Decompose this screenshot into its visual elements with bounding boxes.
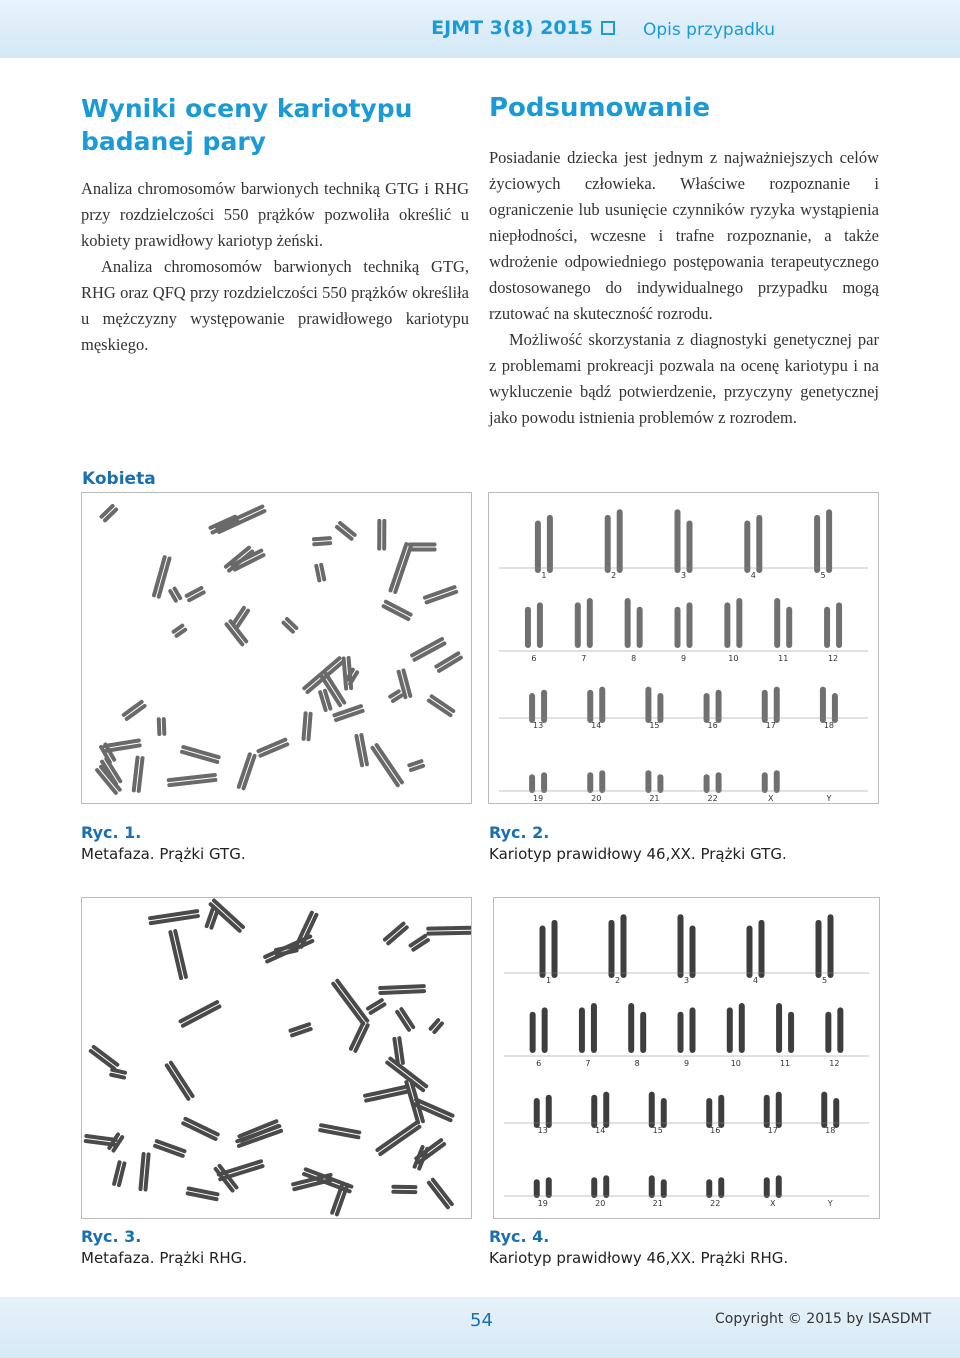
chromosome <box>109 1067 128 1079</box>
results-paragraph-2: Analiza chromosomów barwionych techniką GTG, RHG oraz QFQ przy rozdzielczości 550 prążków określiła u mężczyzny występowanie prawidłowego kariotypu męskiego. <box>81 257 469 354</box>
chromatid <box>377 519 381 551</box>
karyotype-chromosome <box>603 1175 609 1198</box>
chromosome <box>330 978 370 1027</box>
karyotype-chromosome <box>825 1012 831 1053</box>
metaphase-gtg-image <box>82 493 471 803</box>
chromosome <box>180 745 222 765</box>
chromatid <box>391 1190 417 1194</box>
karyotype-label: 16 <box>710 1126 721 1135</box>
karyotype-chromosome <box>776 1092 782 1128</box>
karyotype-chromosome <box>628 1003 634 1053</box>
chromosome <box>148 909 200 926</box>
karyotype-label: 19 <box>537 1199 548 1208</box>
figure-metaphase-gtg <box>81 492 472 804</box>
karyotype-label: 12 <box>829 1059 840 1068</box>
karyotype-chromosome <box>542 1007 548 1053</box>
figure-metaphase-rhg <box>81 897 472 1219</box>
karyotype-chromosome <box>820 687 826 723</box>
chromosome <box>236 752 257 791</box>
chromatid <box>370 745 401 788</box>
karyotype-chromosome <box>617 509 623 573</box>
karyotype-chromosome <box>649 1175 655 1198</box>
chromosome <box>167 773 218 788</box>
chromatid <box>391 1185 417 1189</box>
chromosome <box>112 1160 127 1188</box>
karyotype-label: 11 <box>778 654 789 663</box>
chromosome <box>181 1116 221 1142</box>
karyotype-chromosome <box>816 920 822 978</box>
karyotype-chromosome <box>546 1177 552 1198</box>
karyotype-label: 10 <box>728 654 739 663</box>
karyotype-label: 10 <box>730 1059 741 1068</box>
karyotype-chromosome <box>529 774 535 793</box>
chromosome <box>394 1006 415 1032</box>
karyotype-chromosome <box>645 770 651 793</box>
figure-2-number: Ryc. 2. <box>489 823 550 842</box>
chromosome <box>318 1123 362 1140</box>
karyotype-label: 21 <box>652 1199 663 1208</box>
karyotype-chromosome <box>678 914 684 978</box>
chromosome <box>83 1134 117 1147</box>
chromatid <box>265 938 315 964</box>
chromatid <box>164 1063 191 1102</box>
karyotype-chromosome <box>774 770 780 793</box>
copyright: Copyright © 2015 by ISASDMT <box>715 1311 932 1327</box>
chromatid <box>382 519 386 551</box>
chromosome <box>370 742 405 788</box>
karyotype-label: 2 <box>614 976 621 985</box>
karyotype-chromosome <box>605 515 611 573</box>
karyotype-label: 7 <box>585 1059 591 1068</box>
figure-3-number: Ryc. 3. <box>81 1227 142 1246</box>
chromosome <box>426 694 456 718</box>
section-header: Opis przypadku <box>643 20 776 40</box>
karyotype-label: X <box>768 794 774 803</box>
chromosome <box>184 585 206 603</box>
chromosome <box>332 704 365 723</box>
karyotype-chromosome <box>661 1179 667 1198</box>
karyotype-chromosome <box>661 1098 667 1128</box>
metaphase-rhg-image <box>82 898 471 1218</box>
figure-3-caption <box>81 1226 247 1268</box>
karyotype-label: 15 <box>649 721 660 730</box>
karyotype-rhg-image <box>494 898 879 1218</box>
karyotype-gtg-image <box>489 493 878 803</box>
chromosome <box>88 1044 120 1071</box>
figure-4-number: Ryc. 4. <box>489 1227 550 1246</box>
chromosome <box>231 605 251 629</box>
chromosome <box>288 1022 313 1038</box>
summary-paragraph-2: Możliwość skorzystania z diagnostyki genetycznej par z problemami prokreacji pozwala na ocenę kariotypu i na wykluczenie bądź potwierdzenie, przyczyny genetycznej jako powodu istnienia problemów z rozrodem. <box>489 330 879 427</box>
figure-1-caption <box>81 822 246 864</box>
chromosome <box>185 1186 220 1201</box>
chromosome <box>378 984 426 995</box>
karyotype-chromosome <box>764 1177 770 1198</box>
karyotype-chromosome <box>774 598 780 648</box>
chromosome <box>99 503 119 523</box>
karyotype-chromosome <box>649 1092 655 1128</box>
karyotype-label: 8 <box>634 1059 640 1068</box>
karyotype-label: 14 <box>595 1126 606 1135</box>
karyotype-label: X <box>770 1199 776 1208</box>
karyotype-chromosome <box>657 774 663 793</box>
chromosome <box>334 520 357 541</box>
karyotype-chromosome <box>718 1177 724 1198</box>
chromosome <box>354 733 369 768</box>
figure-2-text: Kariotyp prawidłowy 46,XX. Prążki GTG. <box>489 845 787 863</box>
chromatid <box>375 1120 420 1153</box>
karyotype-chromosome <box>535 521 541 574</box>
karyotype-chromosome <box>727 1007 733 1053</box>
karyotype-chromosome <box>762 772 768 793</box>
karyotype-chromosome <box>776 1003 782 1053</box>
karyotype-chromosome <box>832 693 838 723</box>
karyotype-chromosome <box>814 515 820 573</box>
karyotype-chromosome <box>687 602 693 648</box>
summary-text <box>489 145 879 431</box>
summary-heading: Podsumowanie <box>489 93 711 123</box>
chromatid <box>334 978 370 1024</box>
chromosome <box>132 755 145 793</box>
chromosome <box>103 738 142 753</box>
karyotype-chromosome <box>704 774 710 793</box>
section-label-kobieta: Kobieta <box>82 469 156 489</box>
figure-4-text: Kariotyp prawidłowy 46,XX. Prążki RHG. <box>489 1249 789 1267</box>
chromosome <box>138 1152 150 1192</box>
karyotype-chromosome <box>774 687 780 723</box>
karyotype-label: 3 <box>680 571 687 580</box>
karyotype-chromosome <box>724 602 730 648</box>
karyotype-chromosome <box>591 1003 597 1053</box>
figure-karyotype-gtg <box>488 492 879 804</box>
karyotype-label: 1 <box>545 976 552 985</box>
chromosome <box>365 997 387 1015</box>
chromosome <box>391 1185 417 1194</box>
karyotype-chromosome <box>704 693 710 723</box>
karyotype-label: 2 <box>611 571 617 580</box>
karyotype-chromosome <box>747 926 753 979</box>
karyotype-chromosome <box>587 772 593 793</box>
figure-karyotype-rhg <box>493 897 880 1219</box>
page-number: 54 <box>470 1310 493 1331</box>
summary-paragraph-1: Posiadanie dziecka jest jednym z najważniejszych celów życiowych człowieka. Właściwe rozpoznanie i ograniczenie lub usunięcie czynników ryzyka wystąpienia niepłodności, wczesne i trafne rozpoznanie, a także wdrożenie odpowiedniego postępowania terapeutycznego dostosowanego do indywidualnego przypadku mogą rzutować na skuteczność rozrodu. <box>489 148 879 323</box>
chromatid <box>330 981 366 1027</box>
chromosome <box>157 717 167 736</box>
karyotype-chromosome <box>657 693 663 723</box>
chromatid <box>378 1124 423 1157</box>
chromatid <box>378 984 426 990</box>
karyotype-label: 9 <box>680 654 687 663</box>
karyotype-label: 4 <box>750 571 756 580</box>
journal-header: EJMT 3(8) 2015 <box>431 17 623 39</box>
karyotype-chromosome <box>706 1098 712 1128</box>
karyotype-label: 5 <box>820 571 826 580</box>
karyotype-chromosome <box>687 521 693 574</box>
chromosome <box>375 1120 422 1157</box>
chromosome <box>388 542 414 595</box>
figure-1-number: Ryc. 1. <box>81 823 142 842</box>
figure-4-caption <box>489 1226 788 1268</box>
karyotype-chromosome <box>678 1012 684 1053</box>
karyotype-chromosome <box>621 914 627 978</box>
karyotype-label: 12 <box>827 654 839 663</box>
karyotype-label: 11 <box>779 1059 791 1068</box>
chromosome <box>178 999 222 1028</box>
chromosome <box>396 668 413 700</box>
chromatid <box>168 1060 195 1099</box>
chromosome <box>407 759 426 773</box>
karyotype-chromosome <box>540 926 546 979</box>
karyotype-chromosome <box>736 598 742 648</box>
karyotype-chromosome <box>744 521 750 574</box>
chromosome <box>301 655 345 694</box>
karyotype-label: 9 <box>683 1059 690 1068</box>
karyotype-label: 21 <box>649 794 660 803</box>
chromosome <box>426 1177 455 1210</box>
karyotype-label: 19 <box>532 794 544 803</box>
karyotype-label: 22 <box>707 794 718 803</box>
karyotype-label: 6 <box>531 654 537 663</box>
chromosome <box>171 623 188 639</box>
chromatid <box>162 717 167 736</box>
karyotype-chromosome <box>690 926 696 979</box>
karyotype-chromosome <box>645 687 651 723</box>
karyotype-chromosome <box>537 602 543 648</box>
chromosome <box>152 1139 187 1159</box>
chromosome <box>409 636 447 662</box>
karyotype-chromosome <box>786 607 792 648</box>
karyotype-chromosome <box>716 772 722 793</box>
karyotype-chromosome <box>587 598 593 648</box>
karyotype-label: 6 <box>536 1059 542 1068</box>
karyotype-label: Y <box>827 1199 833 1208</box>
chromatid <box>426 931 471 936</box>
chromosome <box>256 737 290 758</box>
karyotype-label: 4 <box>752 976 759 985</box>
results-paragraph-1: Analiza chromosomów barwionych techniką GTG i RHG przy rozdzielczości 550 prążków pozwoliła określić u kobiety prawidłowy kariotyp żeński. <box>81 179 469 250</box>
chromosome <box>382 921 409 946</box>
karyotype-chromosome <box>821 1092 827 1128</box>
chromosome <box>428 1017 445 1035</box>
karyotype-label: 3 <box>683 976 690 985</box>
chromatid <box>301 655 342 691</box>
karyotype-label: 20 <box>591 794 602 803</box>
karyotype-chromosome <box>534 1179 540 1198</box>
separator-square-icon <box>601 21 615 35</box>
karyotype-chromosome <box>541 772 547 793</box>
karyotype-chromosome <box>826 509 832 573</box>
karyotype-label: 5 <box>821 976 828 985</box>
karyotype-chromosome <box>759 920 765 978</box>
chromosome <box>301 711 312 741</box>
karyotype-chromosome <box>836 602 842 648</box>
chromatid <box>157 717 162 736</box>
karyotype-chromosome <box>739 1003 745 1053</box>
chromatid <box>312 541 332 546</box>
karyotype-chromosome <box>640 1012 646 1053</box>
karyotype-chromosome <box>599 687 605 723</box>
karyotype-label: 7 <box>581 654 587 663</box>
karyotype-label: Y <box>826 794 832 803</box>
figure-1-text: Metafaza. Prążki GTG. <box>81 845 246 863</box>
karyotype-chromosome <box>530 1012 536 1053</box>
chromosome <box>341 656 353 691</box>
results-text <box>81 176 469 358</box>
chromatid <box>378 989 426 995</box>
karyotype-label: 22 <box>710 1199 721 1208</box>
karyotype-chromosome <box>675 509 681 573</box>
karyotype-label: 18 <box>825 1126 836 1135</box>
karyotype-chromosome <box>706 1179 712 1198</box>
figure-3-text: Metafaza. Prążki RHG. <box>81 1249 248 1267</box>
karyotype-label: 13 <box>532 721 544 730</box>
chromosome <box>121 699 147 722</box>
chromosome <box>168 929 188 981</box>
karyotype-chromosome <box>637 607 643 648</box>
chromosome <box>426 926 471 936</box>
karyotype-label: 15 <box>652 1126 663 1135</box>
karyotype-chromosome <box>547 515 553 573</box>
karyotype-chromosome <box>591 1177 597 1198</box>
karyotype-chromosome <box>625 598 631 648</box>
karyotype-label: 18 <box>823 721 835 730</box>
karyotype-chromosome <box>828 914 834 978</box>
karyotype-chromosome <box>675 607 681 648</box>
chromosome <box>363 1084 409 1102</box>
chromosome <box>377 519 386 551</box>
chromosome <box>314 563 327 583</box>
karyotype-chromosome <box>690 1007 696 1053</box>
chromosome <box>168 586 183 604</box>
karyotype-chromosome <box>599 770 605 793</box>
karyotype-label: 20 <box>595 1199 606 1208</box>
karyotype-chromosome <box>575 602 581 648</box>
karyotype-label: 16 <box>707 721 718 730</box>
karyotype-chromosome <box>788 1012 794 1053</box>
karyotype-label: 1 <box>541 571 547 580</box>
chromosome <box>348 1020 370 1053</box>
karyotype-label: 13 <box>537 1126 548 1135</box>
chromosome <box>381 599 413 622</box>
chromosome <box>281 616 300 634</box>
chromatid <box>262 934 312 960</box>
karyotype-chromosome <box>756 515 762 573</box>
figure-2-caption <box>489 822 787 864</box>
chromosome <box>312 536 333 546</box>
karyotype-label: 14 <box>591 721 602 730</box>
results-heading: Wyniki oceny kariotypu badanej pary <box>81 94 413 156</box>
karyotype-chromosome <box>579 1007 585 1053</box>
karyotype-chromosome <box>609 920 615 978</box>
karyotype-label: 17 <box>767 1126 778 1135</box>
chromatid <box>312 536 332 541</box>
karyotype-chromosome <box>776 1175 782 1198</box>
karyotype-chromosome <box>529 693 535 723</box>
chromosome <box>408 933 431 952</box>
chromosome <box>434 651 464 674</box>
chromatid <box>374 742 405 785</box>
chromatid <box>426 926 471 931</box>
karyotype-chromosome <box>552 920 558 978</box>
karyotype-chromosome <box>534 1098 540 1128</box>
karyotype-label: 8 <box>631 654 637 663</box>
karyotype-chromosome <box>824 607 830 648</box>
karyotype-chromosome <box>525 607 531 648</box>
karyotype-chromosome <box>833 1098 839 1128</box>
karyotype-chromosome <box>603 1092 609 1128</box>
chromosome <box>422 585 458 605</box>
karyotype-label: 17 <box>765 721 776 730</box>
chromosome <box>164 1060 195 1102</box>
karyotype-chromosome <box>837 1007 843 1053</box>
